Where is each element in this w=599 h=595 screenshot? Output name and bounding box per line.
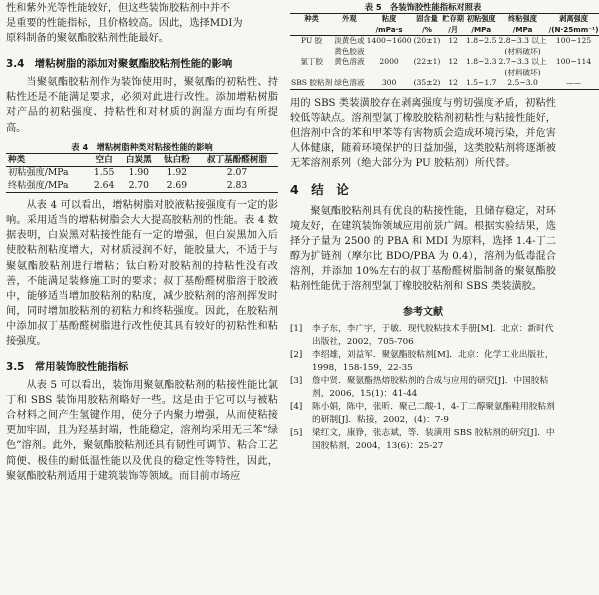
table-header-cell: 钛白粉 <box>163 154 190 165</box>
table-cell: 黄色胶液 <box>334 46 365 56</box>
table-cell <box>333 68 365 79</box>
table-cell: 1.92 <box>166 167 188 179</box>
table-cell <box>465 47 498 58</box>
table-row <box>290 57 599 68</box>
table-cell: (35±2) <box>413 78 441 87</box>
table-header-cell: 种类 <box>8 154 26 165</box>
table-cell: 1.8~2.5 <box>465 36 497 45</box>
table-header-cell: 初粘强度 <box>466 14 496 23</box>
table-header-cell: 外观 <box>342 14 357 23</box>
table-header-row <box>290 14 599 25</box>
table-header-cell: /月 <box>448 24 459 34</box>
table-cell: PU 胶 <box>300 36 323 45</box>
table-cell <box>413 68 442 79</box>
table-header-cell: 叔丁基酚醛树脂 <box>206 154 268 165</box>
table-cell: 1.5~1.7 <box>465 78 497 87</box>
table-cell: 1.8~2.3 <box>465 57 497 66</box>
table-cell: (20±1) <box>413 36 441 45</box>
table-header-cell: 粘度 <box>381 14 397 23</box>
table-cell <box>548 68 599 79</box>
table-cell: (材料破坏) <box>504 46 541 56</box>
table-cell <box>366 47 413 58</box>
reference-item <box>290 375 556 401</box>
reference-number: [2] <box>290 349 303 360</box>
table-cell: 黄色溶液 <box>334 57 365 66</box>
table-cell: 2.5~3.0 <box>507 78 538 87</box>
table-header-cell: 白炭黑 <box>125 154 152 165</box>
table-cell: 2000 <box>379 57 399 66</box>
table-row <box>6 180 278 193</box>
table-header-cell: 终粘强度 <box>508 14 537 23</box>
reference-item <box>290 323 556 349</box>
table-cell: 12 <box>448 36 458 45</box>
reference-item <box>290 427 556 453</box>
table-cell <box>548 47 599 58</box>
reference-text: 詹中贤．聚氨酯热熔胶粘剂的合成与应用的研究[J]．中国胶粘剂，2006，15(1)：41-44 <box>312 375 549 399</box>
table-cell: 氯丁胶 <box>300 57 323 66</box>
intro-text <box>6 1 278 46</box>
table-cell <box>441 68 465 79</box>
table-header-cell: /(N·25mm⁻¹) <box>548 24 599 34</box>
reference-number: [4] <box>290 402 303 413</box>
table-row <box>6 167 278 180</box>
intro-line-3: 原料制备的聚氨酯胶粘剂性能最好。 <box>6 33 169 45</box>
section-3-5-paragraph: 从表 5 可以看出，装饰用聚氨酯胶粘剂的粘接性能比氯丁和 SBS 装饰用胶粘剂略好一些。这是由于它可以与被粘合材料之间产生氢键作用，使分子内聚力增强，从而使粘接更加牢固，且为羟基封端，性能稳定，溶剂均采用无三苯“绿色”溶剂。此外，聚氨酯胶粘剂还具有韧性可调节、粘合工艺简便、极佳的耐低温性能以及优良的稳定性等特性，因此，聚氨酯胶粘剂适用于建筑装饰等领域。而目前市场应 <box>6 380 278 482</box>
reference-number: [5] <box>290 428 303 439</box>
table-5-caption: 表 5 各装饰胶性能指标对照表 <box>364 2 482 12</box>
table-cell: 12 <box>448 57 458 66</box>
table-row <box>290 36 599 47</box>
table-header-cell: 贮存期 <box>442 14 464 23</box>
table-cell <box>366 68 413 79</box>
table-header-row-units <box>290 25 599 36</box>
table-cell: 1.55 <box>93 167 115 179</box>
reference-text: 李绍雄，刘益军．聚氨酯胶粘剂[M]．北京：化学工业出版社，1998，158-159，22-35 <box>312 349 554 373</box>
reference-number: [1] <box>290 323 303 334</box>
table-cell: 终粘强度/MPa <box>8 179 69 191</box>
table-header-cell: /% <box>422 24 432 34</box>
table-cell <box>413 47 442 58</box>
table-cell: 淡黄色或 <box>334 36 365 45</box>
table-cell: 1.90 <box>128 167 150 179</box>
table-cell: 2.07 <box>226 167 248 179</box>
table-row <box>290 68 599 79</box>
table-header-cell: 种类 <box>304 14 319 23</box>
table-cell: 1400~1600 <box>366 36 412 45</box>
table-cell: 100~125 <box>555 36 592 45</box>
table-cell: 2.83 <box>226 179 248 191</box>
table-cell: —— <box>565 78 582 87</box>
table-4 <box>6 141 278 194</box>
table-5 <box>290 1 599 90</box>
table-cell: 300 <box>381 78 397 87</box>
table-5-grid <box>290 13 599 90</box>
table-cell: 2.64 <box>93 179 115 191</box>
reference-text: 梁红文，康铮，张志斌，等．装潢用 SBS 胶粘剂的研究[J]．中国胶粘剂，2004，13(6)：25-27 <box>312 428 555 452</box>
intro-line-2: 是重要的性能指标，且价格较高。因此，选择MDI为 <box>6 18 243 30</box>
table-cell <box>465 68 498 79</box>
table-row <box>290 78 599 89</box>
table-cell <box>441 47 465 58</box>
reference-text: 陈小娟，陈中，张昕．聚己二酸-1，4-丁二醇聚氨酯鞋用胶粘剂的研制[J]．粘接，2002，(4)：7-9 <box>312 402 555 426</box>
right-column <box>290 0 599 453</box>
table-header-row <box>6 153 278 167</box>
references-list <box>290 323 556 454</box>
table-header-cell: /mPa·s <box>375 24 403 34</box>
table-4-caption: 表 4 增粘树脂种类对粘接性能的影响 <box>71 141 213 152</box>
reference-number: [3] <box>290 375 303 386</box>
conclusion-paragraph: 聚氨酯胶粘剂具有优良的粘接性能，且储存稳定，对环境友好，在建筑装饰领域应用前景广阔。根据实验结果，选择分子量为 2500 的 PBA 和 MDI 为原料，选择 1.4-丁二醇为扩链剂（摩尔比 BDO/PBA 为 0.4），溶剂为低毒混合溶剂，并添加 10%左右的叔丁基酚醛树脂制备的聚氨酯胶粘剂性能优于溶剂型氯丁橡胶胶粘剂和 SBS 类装潢胶。 <box>290 205 556 293</box>
table-header-cell: 空白 <box>95 154 113 165</box>
table-4-grid <box>6 153 278 194</box>
reference-text: 李子东，李广宇，于敏．现代胶粘技术手册[M]．北京：新时代出版社，2002，705-706 <box>312 323 554 347</box>
table-cell: 2.7~3.3 以上 <box>498 57 547 66</box>
table-cell: (材料破坏) <box>504 67 541 77</box>
table-cell <box>290 47 333 58</box>
table-cell: 2.70 <box>128 179 150 191</box>
table-header-cell: /MPa <box>471 24 492 34</box>
table-cell: SBS 胶粘剂 <box>291 78 333 87</box>
table-header-cell: 固含量 <box>416 14 438 23</box>
section-4-title: 4 结 论 <box>290 181 349 197</box>
table-cell: 12 <box>448 78 458 87</box>
section-3-4-title: 3.4 增粘树脂的添加对聚氨酯胶粘剂性能的影响 <box>6 58 233 71</box>
reference-item <box>290 349 556 375</box>
table-header-cell: /MPa <box>512 24 533 34</box>
table-cell: (22±1) <box>413 57 441 66</box>
table-header-cell: 剥离强度 <box>559 14 588 23</box>
table-row <box>290 47 599 58</box>
section-3-4-paragraph: 当聚氨酯胶粘剂作为装饰使用时，聚氨酯的初粘性、持粘性还是不能满足要求，必须对此进行改性。添加增粘树脂对产品的初粘强度、持粘性和对材质的润湿方面均有所提高。 <box>6 77 278 134</box>
table-cell: 100~114 <box>555 57 592 66</box>
table-cell <box>290 68 333 79</box>
table-4-discussion: 从表 4 可以看出，增粘树脂对胶液粘接强度有一定的影响。采用适当的增粘树脂会大大提高胶粘剂的性能。表 4 数据表明，白炭黑对粘接性能有一定的增强，但白炭黑加入后使胶粘剂粘度增大，对材质浸润不好，能胶量大，不适于与聚氨酯胶粘剂进行增粘；钛白粉对胶粘剂的持粘性没有改善，不能满足装修施工时的要求；叔丁基酚醛树脂溶于胶液中，能够适当增加胶粘剂的粘度，减少胶粘剂的溶剂挥发时间，同时增加胶粘剂的初粘力和终粘强度。因此，在胶粘剂中添加叔丁基酚醛树脂进行改性使其具有较好的初粘性和粘接强度。 <box>6 200 278 347</box>
references-title: 参考文献 <box>403 306 443 318</box>
table-cell: 绿色溶液 <box>334 78 365 87</box>
left-column <box>6 0 278 484</box>
section-3-5-title: 3.5 常用装饰胶性能指标 <box>6 361 129 374</box>
intro-line-1: 性和紫外光等性能较好，但这些装饰胶粘剂中并不 <box>6 3 231 14</box>
table-5-discussion: 用的 SBS 类装潢胶存在剥离强度与剪切强度矛盾，初粘性较低等缺点。溶剂型氯丁橡胶胶粘剂初粘性与粘接性能好，但溶剂中含的苯和甲苯等有害物质会造成环境污染，并危害人体健康，随着环境保护的日益加强，这类胶粘剂将逐渐被无苯溶剂系列（绝大部分为 PU 胶粘剂）所代替。 <box>290 97 556 169</box>
table-cell: 初粘强度/MPa <box>8 167 69 179</box>
table-cell: 2.69 <box>166 179 188 191</box>
reference-item <box>290 401 556 427</box>
table-header-cell <box>333 25 365 36</box>
table-header-cell <box>290 25 333 36</box>
table-cell: 2.8~3.3 以上 <box>498 36 547 45</box>
